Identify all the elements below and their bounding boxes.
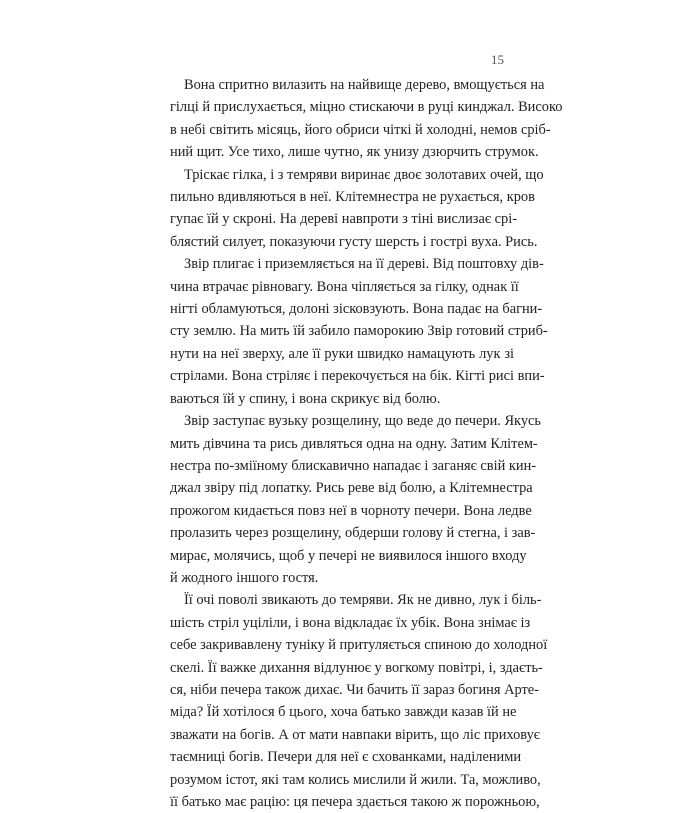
- paragraph: [170, 253, 548, 410]
- text-line: гупає їй у скроні. На дереві навпроти з тіні вислизає срі-: [170, 211, 517, 228]
- text-line: пильно вдивляються в неї. Клітемнестра не рухається, кров: [170, 189, 535, 206]
- text-line: таємниці богів. Печери для неї є схованками, наділеними: [170, 749, 522, 766]
- text-line: блястий силует, показуючи густу шерсть і гострі вуха. Рись.: [170, 233, 538, 250]
- text-line: нестра по-зміїному блискавично нападає і заганяє свій кин-: [170, 457, 537, 474]
- paragraph: [170, 410, 541, 589]
- text-line: Її очі поволі звикають до темряви. Як не дивно, лук і біль-: [184, 592, 542, 609]
- text-line: Тріскає гілка, і з темряви виринає двоє золотавих очей, що: [184, 166, 544, 183]
- text-line: ний щит. Усе тихо, лише чутно, як унизу дзюрчить струмок.: [170, 144, 539, 161]
- text-line: ся, ніби печера також дихає. Чи бачить її зараз богиня Арте-: [170, 681, 539, 698]
- text-line: скелі. Її важке дихання відлунює у вогкому повітрі, і, здаєть-: [170, 659, 543, 676]
- text-line: себе закривавлену туніку й притуляється спиною до холодної: [170, 637, 548, 654]
- text-line: чина втрачає рівновагу. Вона чіпляється за гілку, однак її: [170, 278, 519, 295]
- text-line: прожогом кидається повз неї в чорноту печери. Вона ледве: [170, 502, 532, 519]
- paragraph: [170, 74, 563, 164]
- text-line: нігті обламуються, долоні зісковзують. Вона падає на багни-: [170, 301, 543, 318]
- body-text: [170, 74, 563, 813]
- text-line: сту землю. На мить їй забило паморокию Звір готовий стриб-: [170, 323, 548, 340]
- text-line: мирає, молячись, щоб у печері не виявилося іншого входу: [170, 547, 527, 564]
- text-line: Звір плигає і приземляється на її дереві. Від поштовху дів-: [184, 256, 544, 273]
- text-line: Звір заступає вузьку розщелину, що веде до печери. Якусь: [184, 413, 541, 430]
- text-line: зважати на богів. А от мати навпаки вірить, що ліс приховує: [170, 726, 540, 743]
- paragraph: [170, 164, 544, 254]
- text-line: нути на неї зверху, але її руки швидко намацують лук зі: [170, 345, 514, 362]
- text-line: гілці й прислухається, міцно стискаючи в руці кинджал. Високо: [170, 99, 563, 116]
- text-line: її батько має рацію: ця печера здається такою ж порожньою,: [170, 794, 540, 810]
- text-line: й жодного іншого гостя.: [170, 569, 319, 586]
- text-line: стрілами. Вона стріляє і перекочується на бік. Кігті рисі впи-: [170, 368, 545, 385]
- text-line: ваються їй у спину, і вона скрикує від болю.: [170, 390, 441, 407]
- paragraph: [170, 589, 548, 813]
- text-line: мить дівчина та рись дивляться одна на одну. Затим Клітем-: [170, 435, 538, 452]
- text-line: джал звіру під лопатку. Рись реве від болю, а Клітемнестра: [170, 480, 533, 497]
- text-line: Вона спритно вилазить на найвище дерево, вмощується на: [184, 77, 545, 93]
- text-line: шість стріл уціліли, і вона відкладає їх убік. Вона знімає із: [170, 614, 531, 631]
- text-line: в небі світить місяць, його обриси чіткі й холодні, немов сріб-: [170, 121, 551, 138]
- text-line: міда? Їй хотілося б цього, хоча батько завжди казав їй не: [170, 704, 517, 721]
- text-line: розумом істот, які там колись мислили й жили. Та, можливо,: [170, 771, 541, 788]
- text-line: пролазить через розщелину, обдерши голову й стегна, і зав-: [170, 525, 536, 542]
- page-number: 15: [491, 52, 504, 67]
